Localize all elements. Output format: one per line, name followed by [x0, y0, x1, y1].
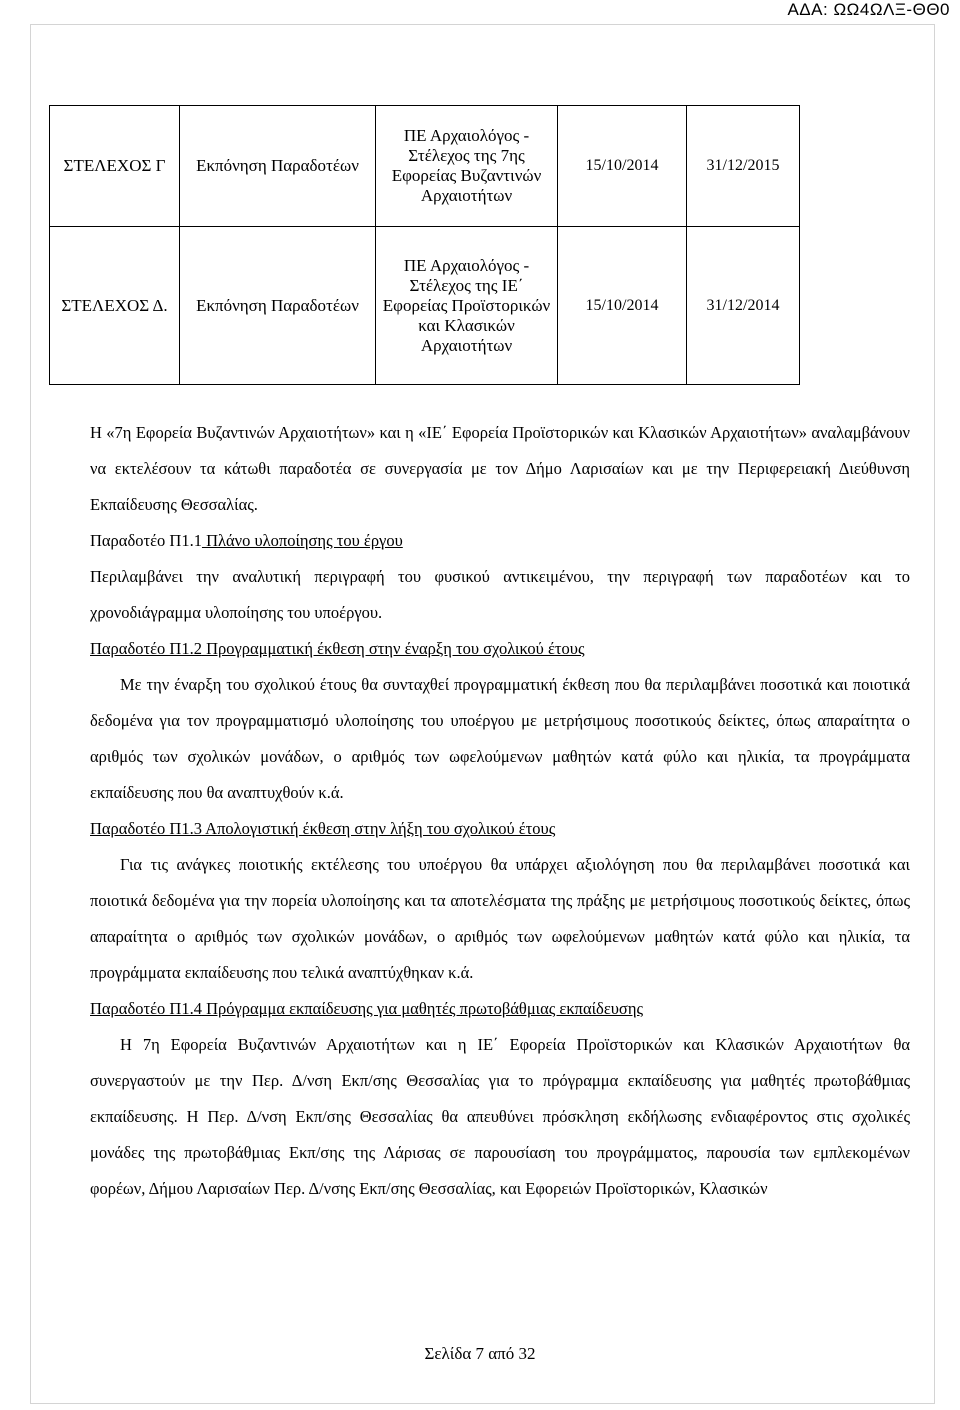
position-cell: ΠΕ Αρχαιολόγος - Στέλεχος της ΙΕ΄ Εφορείας Προϊστορικών και Κλασικών Αρχαιοτήτων — [376, 227, 558, 385]
document-body — [90, 415, 910, 1207]
table-row — [50, 106, 800, 227]
deliverable-title: Προγραμματική έκθεση στην έναρξη του σχολικού έτους — [201, 639, 585, 658]
deliverable-title: Πλάνο υλοποίησης του έργου — [201, 531, 403, 550]
deliverable-heading — [90, 811, 910, 847]
role-cell: ΣΤΕΛΕΧΟΣ Δ. — [50, 227, 180, 385]
start-date-cell: 15/10/2014 — [558, 227, 687, 385]
deliverable-text: Περιλαμβάνει την αναλυτική περιγραφή του φυσικού αντικειμένου, την περιγραφή των παραδοτέων και το χρονοδιάγραμμα υλοποίησης του υποέργου. — [90, 567, 910, 622]
table-row — [50, 227, 800, 385]
ada-code: ΑΔΑ: ΩΩ4ΩΛΞ-ΘΘ0 — [787, 0, 950, 19]
deliverable-text: Η 7η Εφορεία Βυζαντινών Αρχαιοτήτων και η ΙΕ΄ Εφορεία Προϊστορικών και Κλασικών Αρχαιοτήτων θα συνεργαστούν με την Περ. Δ/νση Εκπ/σης Θεσσαλίας για το πρόγραμμα εκπαίδευσης για μαθητές πρωτοβάθμιας εκπαίδευσης. Η Περ. Δ/νση Εκπ/σης Θεσσαλίας θα απευθύνει πρόσκληση εκδήλωσης ενδιαφέροντος στις σχολικές μονάδες της πρωτοβάθμιας Εκπ/σης της Λάρισας σε παρουσίαση του προγράμματος, παρουσία των εμπλεκομένων φορέων, Δήμου Λαρισαίων Περ. Δ/νσης Εκπ/σης Θεσσαλίας, και Εφορειών Προϊστορικών, Κλασικών — [90, 1035, 910, 1198]
task-cell: Εκπόνηση Παραδοτέων — [180, 106, 376, 227]
end-date-cell: 31/12/2015 — [687, 106, 800, 227]
staff-table — [49, 105, 800, 385]
deliverable-heading — [90, 991, 910, 1027]
deliverable-text: Με την έναρξη του σχολικού έτους θα συνταχθεί προγραμματική έκθεση που θα περιλαμβάνει ποσοτικά και ποιοτικά δεδομένα για τον προγραμματισμό υλοποίησης του υποέργου με μετρήσιμους ποσοτικούς δείκτες, όπως απαραίτητα ο αριθμός των σχολικών μονάδων, ο αριθμός των ωφελούμενων μαθητών κατά φύλο και ηλικία, τα προγράμματα εκπαίδευσης που θα αναπτυχθούν κ.ά. — [90, 675, 910, 802]
deliverable-label: Παραδοτέο Π1.3 — [90, 819, 202, 838]
start-date-cell: 15/10/2014 — [558, 106, 687, 227]
deliverable-label: Παραδοτέο Π1.4 — [90, 999, 202, 1018]
deliverable-heading — [90, 523, 910, 559]
task-cell: Εκπόνηση Παραδοτέων — [180, 227, 376, 385]
end-date-cell: 31/12/2014 — [687, 227, 800, 385]
page-number: Σελίδα 7 από 32 — [424, 1344, 536, 1363]
deliverable-label: Παραδοτέο Π1.1 — [90, 531, 202, 550]
intro-paragraph: Η «7η Εφορεία Βυζαντινών Αρχαιοτήτων» και η «ΙΕ΄ Εφορεία Προϊστορικών και Κλασικών Αρχαιοτήτων» αναλαμβάνουν να εκτελέσουν τα κάτωθι παραδοτέα σε συνεργασία με τον Δήμο Λαρισαίων και με την Περιφερειακή Διεύθυνση Εκπαίδευσης Θεσσαλίας. — [90, 423, 910, 514]
position-cell: ΠΕ Αρχαιολόγος - Στέλεχος της 7ης Εφορείας Βυζαντινών Αρχαιοτήτων — [376, 106, 558, 227]
deliverable-title: Απολογιστική έκθεση στην λήξη του σχολικού έτους — [201, 819, 556, 838]
deliverable-text: Για τις ανάγκες ποιοτικής εκτέλεσης του υποέργου θα υπάρχει αξιολόγηση που θα περιλαμβάνει ποσοτικά και ποιοτικά δεδομένα για την πορεία υλοποίησης και τα αποτελέσματα της πράξης με μετρήσιμους ποσοτικούς δείκτες, όπως απαραίτητα ο αριθμός των σχολικών μονάδων, ο αριθμός των ωφελούμενων μαθητών κατά φύλο και ηλικία, τα προγράμματα εκπαίδευσης που τελικά αναπτύχθηκαν κ.ά. — [90, 855, 910, 982]
deliverable-label: Παραδοτέο Π1.2 — [90, 639, 202, 658]
deliverable-title: Πρόγραμμα εκπαίδευσης για μαθητές πρωτοβάθμιας εκπαίδευσης — [201, 999, 643, 1018]
role-cell: ΣΤΕΛΕΧΟΣ Γ — [50, 106, 180, 227]
deliverable-heading — [90, 631, 910, 667]
